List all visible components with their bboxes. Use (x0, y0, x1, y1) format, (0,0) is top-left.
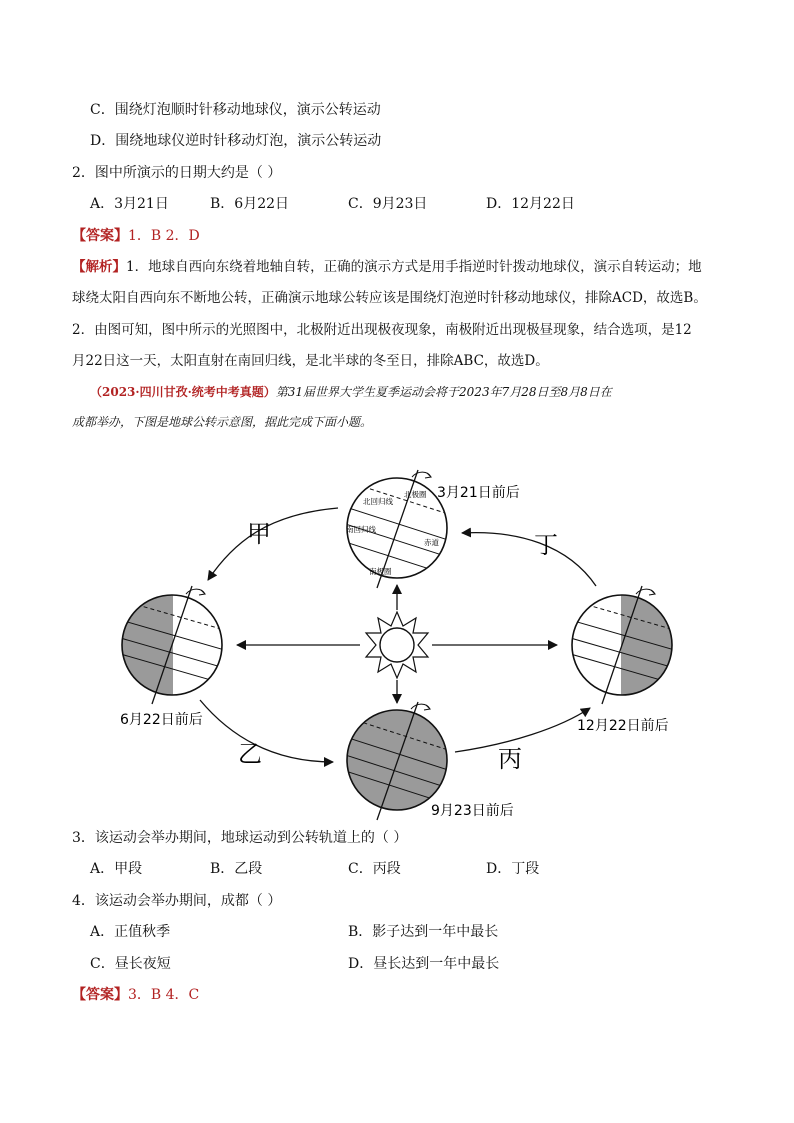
earth-december (560, 586, 685, 716)
q3-option-a: A．甲段 (90, 861, 143, 877)
q3-option-c: C．丙段 (348, 861, 401, 877)
analysis-line-3: 2．由图可知，图中所示的光照图中，北极附近出现极夜现象，南极附近出现极昼现象，结合选项，是12 (72, 322, 692, 338)
answer-block-2 (72, 985, 199, 1005)
q4-option-c: C．昼长夜短 (90, 956, 171, 972)
segment-label-ding: 丁 (534, 531, 558, 559)
q2-option-c: C．9月23日 (348, 196, 428, 212)
date-label-december: 12月22日前后 (577, 718, 669, 734)
label-tropic-capricorn: 南回归线 (346, 525, 376, 534)
label-arctic-circle: 北极圈 (404, 490, 427, 499)
q4-option-d: D．昼长达到一年中最长 (348, 956, 500, 972)
orbit-arc-jia (208, 508, 338, 580)
analysis-text-1: 1．地球自西向东绕着地轴自转，正确的演示方式是用手指逆时针拨动地球仪，演示自转运动；地 (126, 259, 702, 275)
source-tag: （2023·四川甘孜·统考中考真题） (90, 385, 276, 399)
date-label-september: 9月23日前后 (431, 803, 514, 819)
earth-revolution-diagram (100, 460, 700, 825)
q1-option-d: D．围绕地球仪逆时针移动灯泡，演示公转运动 (90, 133, 382, 149)
q4-stem: 4．该运动会举办期间，成都（ ） (72, 893, 282, 909)
orbit-arc-yi (200, 700, 333, 762)
label-antarctic-circle: 南极圈 (369, 567, 392, 576)
source-line-2: 成都举办，下图是地球公转示意图，据此完成下面小题。 (72, 415, 373, 429)
segment-label-bing: 丙 (498, 745, 522, 773)
answer-text: 1．B 2．D (128, 228, 200, 244)
q2-option-a: A．3月21日 (90, 196, 169, 212)
orbit-arc-bing (455, 708, 590, 752)
segment-label-jia: 甲 (247, 520, 271, 548)
q3-option-b: B．乙段 (210, 861, 263, 877)
answer-tag: 【答案】 (72, 987, 128, 1003)
label-equator: 赤道 (424, 538, 439, 547)
answer-tag: 【答案】 (72, 228, 128, 244)
q4-option-b: B．影子达到一年中最长 (348, 924, 499, 940)
q2-stem: 2．图中所演示的日期大约是（ ） (72, 165, 282, 181)
answer-block-1 (72, 226, 200, 246)
sun-icon (366, 612, 428, 678)
q2-option-b: B．6月22日 (210, 196, 290, 212)
answer-text: 3．B 4．C (128, 987, 200, 1003)
label-tropic-cancer: 北回归线 (363, 497, 393, 506)
date-label-june: 6月22日前后 (120, 712, 203, 728)
analysis-line-4: 月22日这一天，太阳直射在南回归线，是北半球的冬至日，排除ABC，故选D。 (72, 353, 549, 369)
q2-option-d: D．12月22日 (486, 196, 575, 212)
orbit-arc-ding (462, 533, 596, 586)
q4-option-a: A．正值秋季 (90, 924, 171, 940)
q3-option-d: D．丁段 (486, 861, 540, 877)
q1-option-c: C．围绕灯泡顺时针移动地球仪，演示公转运动 (90, 102, 381, 118)
analysis-tag: 【解析】 (72, 259, 126, 275)
analysis-line-1 (72, 257, 702, 277)
source-text-1: 第31届世界大学生夏季运动会将于2023年7月28日至8月8日在 (275, 385, 612, 399)
analysis-line-2: 球绕太阳自西向东不断地公转，正确演示地球公转应该是围绕灯泡逆时针移动地球仪，排除ACD，故选B。 (72, 290, 707, 306)
earth-june (110, 586, 235, 716)
date-label-march: 3月21日前后 (437, 485, 520, 501)
segment-label-yi: 乙 (238, 740, 262, 768)
source-line-1 (90, 382, 612, 402)
q3-stem: 3．该运动会举办期间，地球运动到公转轨道上的（ ） (72, 830, 408, 846)
